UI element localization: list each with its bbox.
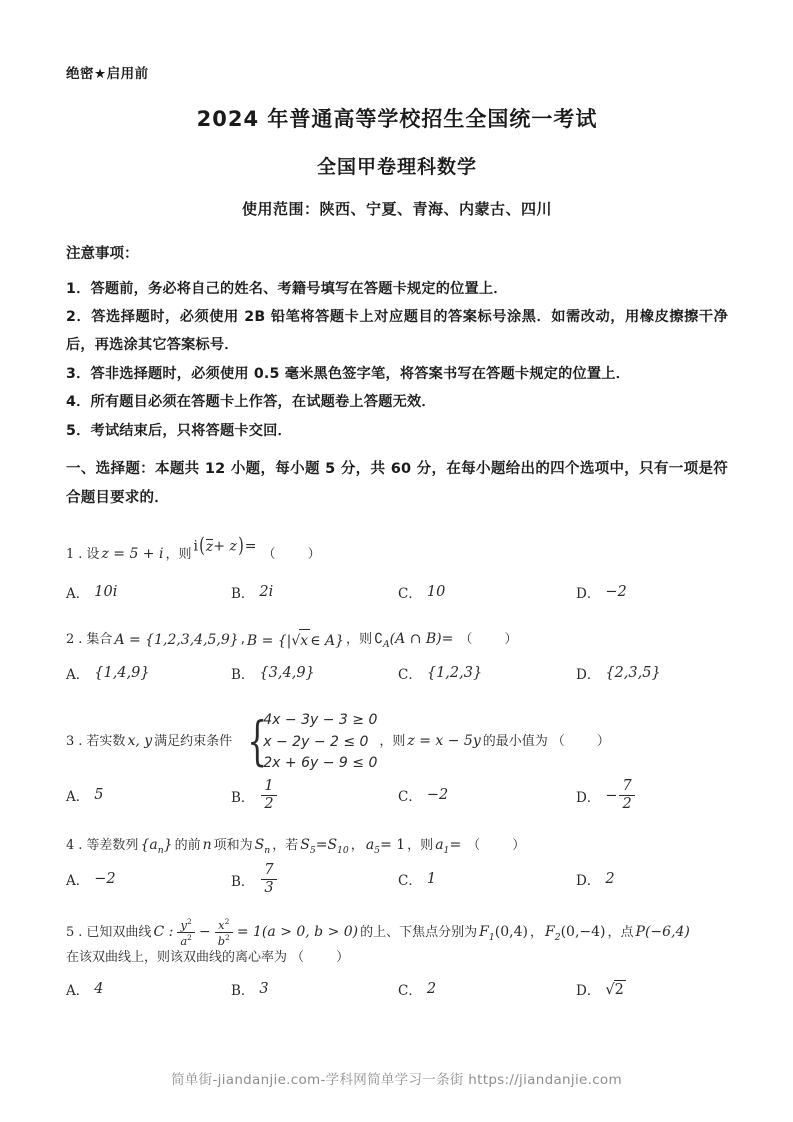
curve-label: C :	[153, 924, 174, 941]
exponent: 2	[186, 916, 192, 926]
question-4-options	[66, 864, 728, 897]
option-d[interactable]	[576, 780, 728, 813]
stem-then: 则	[359, 632, 373, 648]
a5-value: = 1	[380, 836, 406, 853]
stem-text: 若实数	[86, 734, 126, 750]
option-sqrt	[605, 980, 625, 998]
numerator-var: x	[218, 917, 225, 932]
focus-subscript: 2	[554, 931, 561, 943]
focus-coords: (0,4)	[494, 923, 528, 940]
option-label: A．	[66, 983, 90, 1000]
s10-symbol: S	[327, 836, 338, 853]
option-value: {2,3,5}	[605, 665, 661, 682]
set-divider: |	[286, 632, 292, 649]
option-label: C．	[398, 667, 422, 684]
option-label: C．	[398, 585, 422, 602]
question-2	[66, 629, 728, 689]
constraint-row: 4x − 3y − 3 ≥ 0	[263, 712, 378, 729]
option-a[interactable]	[66, 780, 231, 810]
fraction-denominator	[177, 933, 195, 947]
option-sign: −	[605, 788, 618, 805]
option-a[interactable]	[66, 577, 231, 607]
option-label: B．	[231, 667, 255, 684]
stem-then: 则	[392, 734, 406, 750]
question-1-options	[66, 577, 728, 607]
set-b	[247, 629, 344, 653]
option-b[interactable]	[231, 974, 398, 1004]
stem-text-2: 满足约束条件	[154, 734, 233, 750]
question-3-stem	[66, 710, 728, 774]
sequence-open: {a	[140, 836, 158, 853]
denominator-var: b	[217, 934, 226, 948]
page-title: 2024 年普通高等学校招生全国统一考试	[196, 107, 598, 132]
equals-sign: =	[244, 538, 257, 555]
option-label: A．	[66, 789, 90, 806]
a1-subscript: 1	[443, 844, 450, 856]
question-number-dot: .	[78, 734, 83, 750]
option-label: D．	[576, 790, 601, 807]
numerator-var: y	[180, 917, 187, 932]
stem-text: 设	[86, 546, 100, 562]
option-label: C．	[398, 789, 422, 806]
sqrt-radicand: 2	[614, 982, 624, 999]
variables: x, y	[127, 733, 153, 750]
minus-sign: −	[198, 924, 211, 941]
fraction-denominator: 2	[264, 796, 274, 813]
stem-text: 等差数列	[86, 838, 139, 854]
question-1	[66, 533, 728, 606]
question-5-options	[66, 974, 728, 1004]
sum-symbol: S	[254, 836, 265, 853]
sequence-notation	[140, 835, 172, 858]
question-2-stem	[66, 629, 728, 653]
stem-comma: ，	[272, 838, 286, 854]
question-4-stem	[66, 835, 728, 858]
option-value: {1,2,3}	[426, 665, 483, 682]
option-c[interactable]	[398, 864, 576, 894]
exam-subtitle: 全国甲卷理科数学	[316, 156, 477, 179]
a1-symbol: a	[435, 836, 444, 853]
option-value-fraction	[261, 863, 276, 896]
option-value: 10	[426, 583, 446, 600]
option-label: C．	[398, 872, 422, 889]
option-a[interactable]	[66, 658, 231, 688]
question-2-options	[66, 658, 728, 688]
secret-mark: 绝密★启用前	[66, 66, 149, 82]
condition-s5-s10	[300, 835, 349, 858]
focus-symbol: F	[479, 923, 489, 940]
option-c[interactable]	[398, 577, 576, 607]
stem-comma-3: ，	[407, 838, 421, 854]
option-d[interactable]	[576, 577, 728, 607]
option-value: 2	[605, 870, 615, 887]
sequence-close: }	[163, 836, 173, 853]
complement-argument: (A ∩ B)	[389, 630, 442, 647]
sqrt-icon: √	[291, 632, 301, 649]
stem-text-2: 的前	[174, 838, 201, 854]
option-label: D．	[576, 667, 601, 684]
set-a: A = {1,2,3,4,5,9}	[114, 631, 239, 648]
fraction-numerator: 7	[619, 779, 634, 796]
option-value: 5	[94, 787, 104, 804]
imaginary-unit: i	[193, 538, 198, 555]
equals-sign: =	[441, 630, 454, 647]
option-label: B．	[231, 585, 255, 602]
sum-subscript: n	[264, 844, 271, 856]
option-c[interactable]	[398, 658, 576, 688]
a5-subscript: 5	[374, 844, 381, 856]
question-number: 2	[66, 632, 75, 648]
focus-2	[545, 922, 606, 945]
option-value: −2	[605, 583, 627, 600]
stem-text: 集合	[86, 632, 113, 648]
notice-item: 3．答非选择题时，必须使用 0.5 毫米黑色签字笔，将答案书写在答题卡规定的位置上．	[66, 365, 631, 382]
set-b-head: B = {	[246, 632, 287, 649]
footer-watermark: 简单街-jiandanjie.com-学科网简单学习一条街 https://jiandanjie.com	[171, 1072, 622, 1088]
fraction-numerator	[215, 918, 233, 933]
notice-item: 2．答选择题时，必须使用 2B 铅笔将答题卡上对应题目的答案标号涂黑．如需改动，用橡皮擦擦干净后，再选涂其它答案标号．	[66, 309, 728, 354]
answer-blank: （ ）	[467, 838, 540, 854]
stem-comma: ，	[165, 546, 179, 562]
s5-symbol: S	[300, 836, 310, 853]
option-value-fraction	[619, 779, 634, 812]
paren-close: )	[237, 533, 244, 558]
hyperbola-term-y	[177, 918, 195, 948]
option-value: −2	[426, 787, 449, 804]
option-c[interactable]	[398, 974, 576, 1004]
option-value: 10i	[94, 583, 118, 600]
option-value: 3	[259, 981, 269, 998]
focus-symbol: F	[544, 923, 555, 940]
sum-sn	[255, 835, 271, 858]
stem-then: 则	[420, 838, 434, 854]
stem-text-3: 项和为	[213, 838, 253, 854]
exponent: 2	[224, 916, 230, 926]
focus-subscript: 1	[488, 931, 495, 943]
option-value: 4	[94, 981, 104, 998]
notice-item: 4．所有题目必须在答题卡上作答，在试题卷上答题无效．	[66, 394, 436, 411]
stem-point-lead: 点	[620, 925, 634, 941]
paren-open: (	[199, 533, 205, 558]
question-number-dot: .	[78, 925, 83, 941]
expression-main	[194, 531, 257, 562]
question-number-dot: .	[78, 546, 83, 562]
question-number: 5	[66, 925, 75, 941]
focus-coords: (0,−4)	[560, 923, 606, 940]
stem-if: 若	[285, 838, 299, 854]
sqrt-radicand: x	[299, 629, 310, 653]
option-b[interactable]	[231, 780, 398, 813]
option-a[interactable]	[66, 864, 231, 894]
objective-function: z = x − 5y	[407, 733, 481, 750]
option-d[interactable]	[576, 864, 728, 894]
left-brace-icon: {	[247, 711, 268, 772]
option-label: A．	[66, 872, 90, 889]
exam-scope: 使用范围：陕西、宁夏、青海、内蒙古、四川	[241, 200, 552, 219]
notice-item: 1．答题前，务必将自己的姓名、考籍号填写在答题卡规定的位置上．	[66, 280, 508, 297]
complement-subscript: A	[383, 638, 390, 650]
fraction-numerator: 7	[261, 863, 276, 880]
sequence-subscript: n	[157, 844, 164, 856]
option-value: −2	[94, 870, 116, 887]
question-1-stem	[66, 533, 728, 570]
question-5	[66, 918, 728, 1004]
option-label: B．	[231, 874, 255, 890]
s10-subscript: 10	[337, 844, 349, 856]
answer-blank: （ ）	[262, 546, 335, 562]
question-number: 4	[66, 838, 75, 854]
option-label: A．	[66, 667, 90, 684]
question-number: 1	[66, 546, 75, 562]
denominator-var: a	[180, 934, 188, 948]
question-5-stem	[66, 918, 728, 968]
constraint-row: x − 2y − 2 ≤ 0	[263, 733, 369, 750]
fraction-denominator: 2	[622, 796, 632, 813]
stem-tail: 在该双曲线上，则该双曲线的离心率为	[66, 950, 288, 966]
index-n: n	[202, 837, 212, 854]
stem-comma: ，	[379, 734, 393, 750]
sqrt-icon: √	[605, 982, 615, 999]
fraction-numerator: 1	[261, 779, 276, 796]
question-number-dot: .	[78, 838, 83, 854]
s5-subscript: 5	[309, 844, 316, 856]
option-b[interactable]	[231, 577, 398, 607]
constraint-row: 2x + 6y − 9 ≤ 0	[263, 754, 378, 771]
a5-symbol: a	[365, 836, 375, 853]
constraint-rows	[263, 710, 377, 774]
hyperbola-condition: = 1(a > 0, b > 0)	[236, 924, 359, 941]
question-3-options	[66, 780, 728, 813]
option-value: 1	[426, 870, 437, 887]
fraction-numerator	[177, 918, 195, 933]
complement-expression	[374, 629, 453, 652]
option-value: 2	[426, 981, 437, 998]
option-d[interactable]	[576, 974, 728, 1004]
section-heading-choice: 一、选择题：本题共 12 小题，每小题 5 分，共 60 分，在每小题给出的四个选项中，只有一项是符合题目要求的．	[66, 461, 728, 507]
option-label: B．	[231, 790, 255, 807]
question-4	[66, 835, 728, 897]
answer-blank: （ ）	[551, 734, 624, 750]
expression-z: z = 5 + i	[101, 545, 164, 562]
complement-symbol: ∁	[374, 630, 383, 647]
question-3	[66, 710, 728, 812]
option-label: C．	[398, 983, 422, 1000]
option-b[interactable]	[231, 658, 398, 688]
question-number-dot: .	[78, 632, 83, 648]
constraint-system	[234, 710, 377, 774]
fraction-denominator	[215, 933, 233, 947]
point-p: P(−6,4)	[635, 924, 690, 941]
option-label: D．	[576, 872, 601, 889]
stem-comma: ，	[529, 925, 543, 941]
option-value: 2i	[259, 583, 274, 600]
stem-comma: ,	[240, 632, 245, 648]
option-b[interactable]	[231, 864, 398, 897]
option-label: B．	[231, 983, 255, 1000]
stem-tail: 的最小值为	[482, 734, 548, 750]
exponent: 2	[187, 933, 192, 943]
answer-blank: （ ）	[459, 632, 532, 648]
equals-sign: =	[449, 836, 462, 853]
question-number: 3	[66, 734, 75, 750]
option-label: D．	[576, 983, 601, 1000]
page-content	[66, 66, 728, 1004]
option-value: {1,4,9}	[94, 665, 150, 682]
conjugate-z: z	[205, 538, 214, 555]
option-a[interactable]	[66, 974, 231, 1004]
answer-blank: （ ）	[291, 950, 364, 966]
option-label: D．	[576, 585, 601, 602]
condition-a5	[366, 835, 405, 858]
hyperbola-term-x	[215, 918, 233, 948]
option-value: {3,4,9}	[259, 665, 315, 682]
notice-item: 5．考试结束后，只将答题卡交回．	[66, 422, 292, 439]
stem-comma-2: ，	[350, 838, 364, 854]
set-b-tail: ∈ A}	[310, 632, 345, 649]
expression-tail: + z	[213, 538, 237, 555]
stem-comma-2: ，	[607, 925, 621, 941]
fraction-denominator: 3	[264, 879, 274, 896]
stem-text: 已知双曲线	[86, 925, 152, 941]
option-value-fraction	[261, 779, 276, 812]
focus-1	[479, 922, 528, 945]
option-c[interactable]	[398, 780, 576, 810]
stem-text-2: 的上、下焦点分别为	[360, 925, 478, 941]
stem-comma-2: ，	[346, 632, 360, 648]
answer-a1	[435, 835, 461, 858]
notices-heading: 注意事项：	[66, 245, 139, 262]
equals-sign: =	[315, 836, 328, 853]
stem-then: 则	[178, 546, 192, 562]
option-d[interactable]	[576, 658, 728, 688]
option-label: A．	[66, 585, 90, 602]
exponent: 2	[225, 933, 230, 943]
